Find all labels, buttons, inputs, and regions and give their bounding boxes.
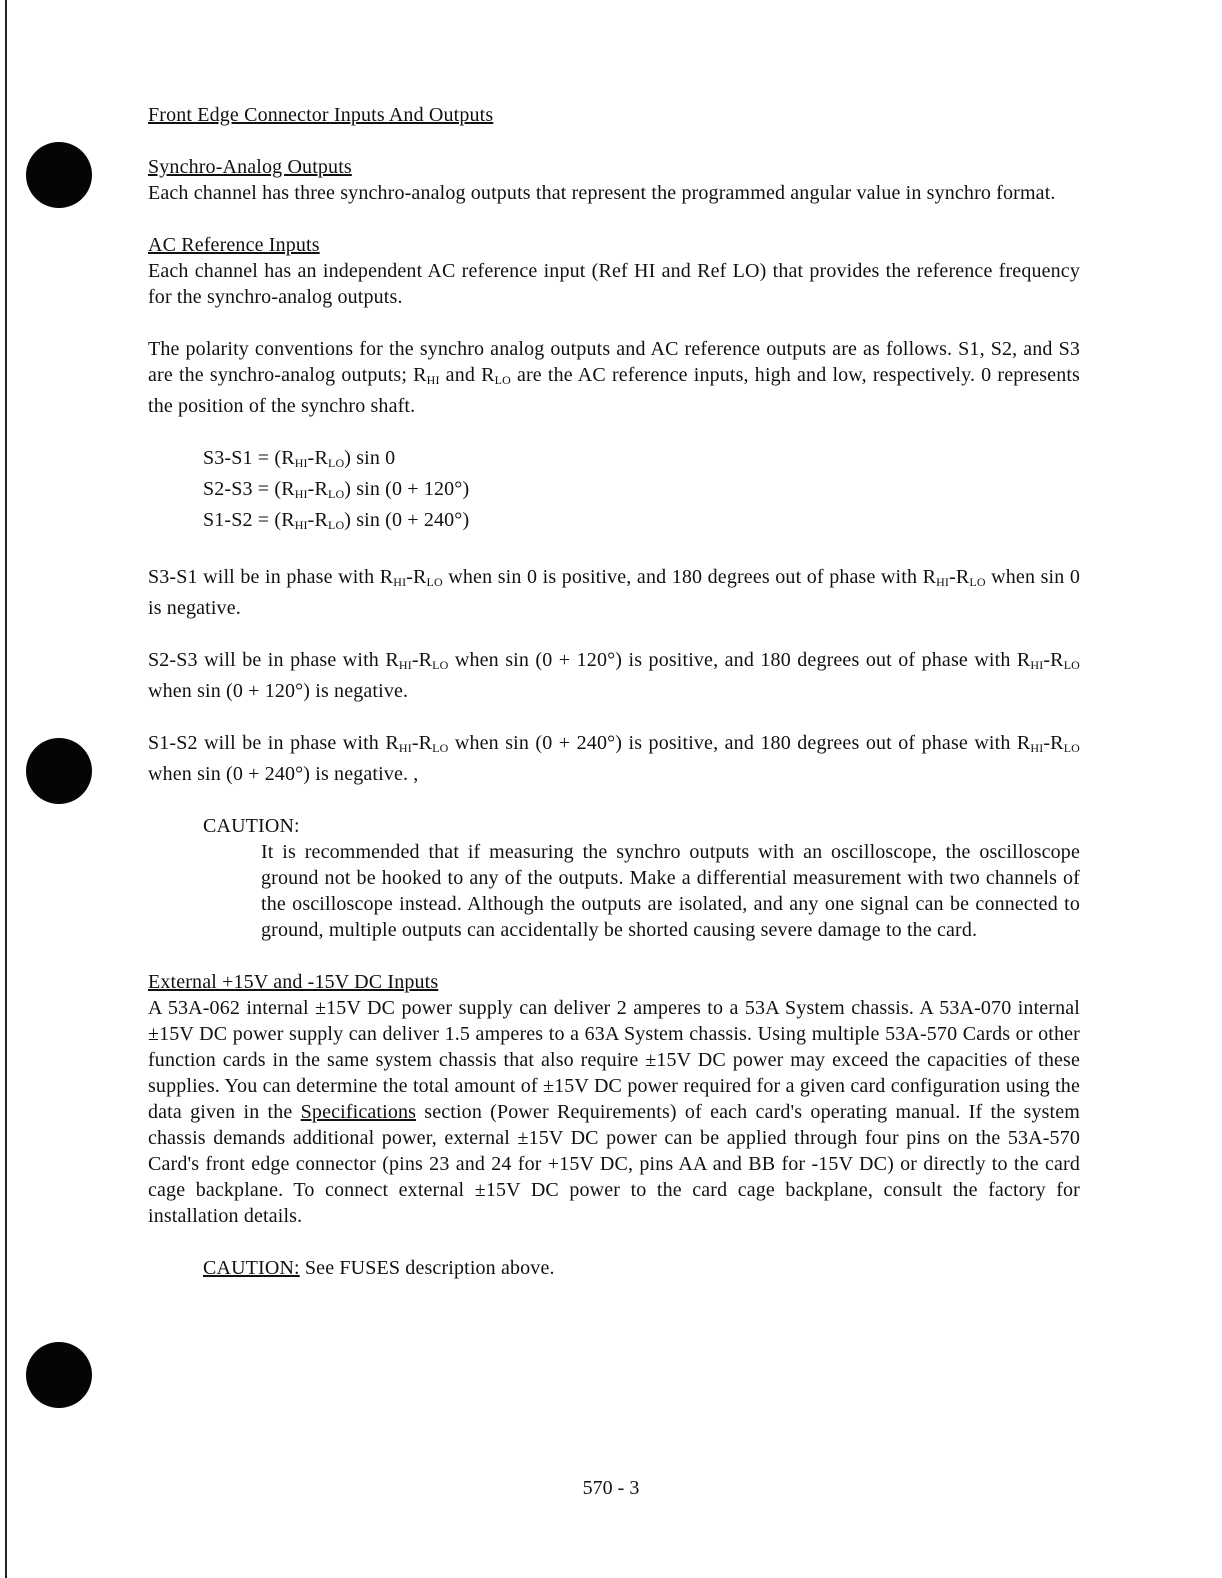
caution-paragraph: It is recommended that if measuring the synchro outputs with an oscilloscope, the oscilloscope ground not be hooked to any of the outputs. Make a differential measurement with two channels of the oscilloscope instead. Although the outputs are isolated, and any one signal can be connected to ground, multiple outputs can accidentally be shorted causing severe damage to the card. <box>261 841 1080 941</box>
equation-line: $S1-S2 = (R_{HI}-R_{LO})$ sin (0 + 240°) <box>203 509 470 532</box>
phase-paragraph-s2s3: S2-S3 will be in phase with $R_{HI}-R_{LO}$ when sin (0 + 120°) is positive, and 180 degrees out of phase with $R_{HI}-R_{LO}$ when sin (0 + 120°) is negative. <box>148 649 1080 702</box>
equations-block <box>203 445 1080 538</box>
phase-paragraph-s1s2: S1-S2 will be in phase with $R_{HI}-R_{LO}$ when sin (0 + 240°) is positive, and 180 degrees out of phase with $R_{HI}-R_{LO}$ when sin (0 + 240°) is negative. , <box>148 732 1080 785</box>
punch-hole-bottom <box>26 1342 92 1408</box>
page-edge-line <box>5 0 7 1578</box>
specifications-reference: Specifications <box>300 1101 417 1123</box>
section-title: Front Edge Connector Inputs And Outputs <box>148 104 494 126</box>
phase-paragraph-s3s1: S3-S1 will be in phase with $R_{HI}-R_{LO}$ when sin 0 is positive, and 180 degrees out of phase with $R_{HI}-R_{LO}$ when sin 0 is negative. <box>148 566 1080 619</box>
equation-line: $S2-S3 = (R_{HI}-R_{LO})$ sin (0 + 120°) <box>203 478 470 501</box>
acref-heading: AC Reference Inputs <box>148 234 320 256</box>
equation-line: $S3-S1 = (R_{HI}-R_{LO})$ sin 0 <box>203 447 396 470</box>
acref-paragraph: Each channel has an independent AC reference input (Ref HI and Ref LO) that provides the reference frequency for the synchro-analog outputs. <box>148 260 1080 308</box>
page-number: 570 - 3 <box>582 1477 640 1499</box>
synchro-heading: Synchro-Analog Outputs <box>148 156 352 178</box>
synchro-paragraph: Each channel has three synchro-analog outputs that represent the programmed angular value in synchro format. <box>148 182 1056 204</box>
external-power-heading: External +15V and -15V DC Inputs <box>148 971 439 993</box>
fuses-caution-label: CAUTION: <box>203 1257 300 1279</box>
fuses-caution: CAUTION: See FUSES description above. <box>203 1257 555 1279</box>
polarity-paragraph: The polarity conventions for the synchro analog outputs and AC reference outputs are as follows. S1, S2, and S3 are the synchro-analog outputs; $R_{HI}$ and $R_{LO}$ are the AC reference inputs, high and low, respectively. 0 represents the position of the synchro shaft. <box>148 338 1080 417</box>
external-power-paragraph: A 53A-062 internal ±15V DC power supply can deliver 2 amperes to a 53A System chassis. A 53A-070 internal ±15V DC power supply can deliver 1.5 amperes to a 63A System chassis. Using multiple 53A-570 Cards or other function cards in the same system chassis that also require ±15V DC power may exceed the capacities of these supplies. You can determine the total amount of ±15V DC power required for a given card configuration using the data given in the Specifications section (Power Requirements) of each card's operating manual. If the system chassis demands additional power, external ±15V DC power can be applied through four pins on the 53A-570 Card's front edge connector (pins 23 and 24 for +15V DC, pins AA and BB for -15V DC) or directly to the card cage backplane. To connect external ±15V DC power to the card cage backplane, consult the factory for installation details. <box>148 997 1081 1227</box>
punch-hole-middle <box>26 738 92 804</box>
caution-title: CAUTION: <box>203 815 300 837</box>
punch-hole-top <box>26 142 92 208</box>
document-body <box>148 102 1080 1281</box>
